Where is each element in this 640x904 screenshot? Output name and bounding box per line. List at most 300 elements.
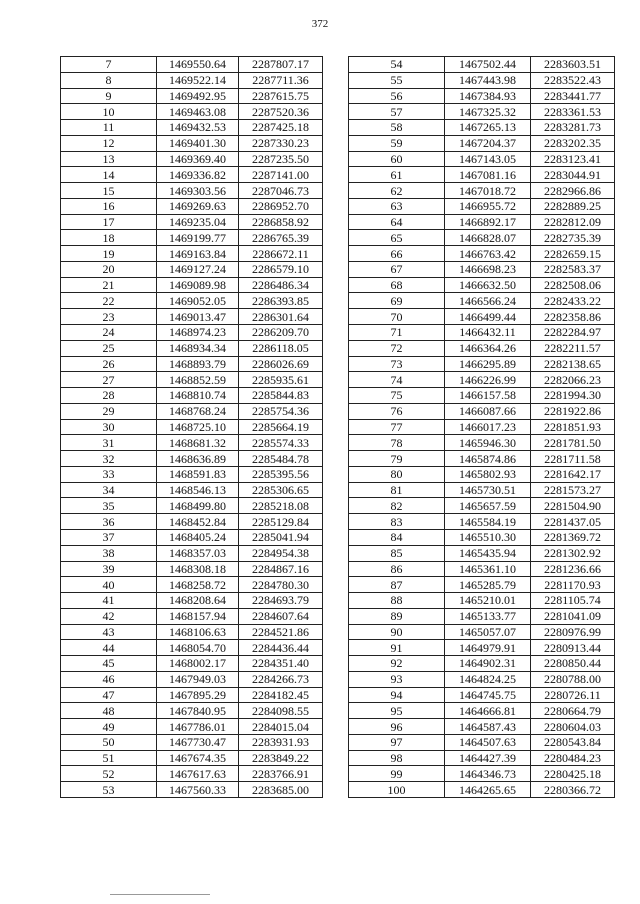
y-coordinate-cell: 2282735.39	[531, 230, 615, 246]
table-left-body	[61, 57, 323, 798]
y-coordinate-cell: 2284266.73	[239, 671, 323, 687]
point-number-cell: 26	[61, 356, 157, 372]
y-coordinate-cell: 2283685.00	[239, 782, 323, 798]
x-coordinate-cell: 1466157.58	[445, 388, 531, 404]
x-coordinate-cell: 1469163.84	[157, 246, 239, 262]
table-row	[349, 624, 615, 640]
y-coordinate-cell: 2285935.61	[239, 372, 323, 388]
y-coordinate-cell: 2286026.69	[239, 356, 323, 372]
x-coordinate-cell: 1467730.47	[157, 734, 239, 750]
x-coordinate-cell: 1469303.56	[157, 183, 239, 199]
y-coordinate-cell: 2281105.74	[531, 593, 615, 609]
y-coordinate-cell: 2282211.57	[531, 340, 615, 356]
table-row	[349, 687, 615, 703]
x-coordinate-cell: 1464666.81	[445, 703, 531, 719]
x-coordinate-cell: 1469013.47	[157, 309, 239, 325]
table-row	[349, 72, 615, 88]
point-number-cell: 99	[349, 766, 445, 782]
table-row	[61, 167, 323, 183]
table-row	[349, 372, 615, 388]
y-coordinate-cell: 2282358.86	[531, 309, 615, 325]
point-number-cell: 54	[349, 57, 445, 73]
x-coordinate-cell: 1464745.75	[445, 687, 531, 703]
x-coordinate-cell: 1468452.84	[157, 514, 239, 530]
table-row	[349, 356, 615, 372]
point-number-cell: 25	[61, 340, 157, 356]
table-row	[349, 104, 615, 120]
x-coordinate-cell: 1468208.64	[157, 593, 239, 609]
x-coordinate-cell: 1468258.72	[157, 577, 239, 593]
x-coordinate-cell: 1469336.82	[157, 167, 239, 183]
table-row	[349, 671, 615, 687]
x-coordinate-cell: 1469127.24	[157, 261, 239, 277]
x-coordinate-cell: 1464507.63	[445, 734, 531, 750]
table-row	[349, 782, 615, 798]
x-coordinate-cell: 1469369.40	[157, 151, 239, 167]
table-row	[61, 782, 323, 798]
y-coordinate-cell: 2284436.44	[239, 640, 323, 656]
x-coordinate-cell: 1468591.83	[157, 466, 239, 482]
table-row	[349, 608, 615, 624]
x-coordinate-cell: 1466566.24	[445, 293, 531, 309]
y-coordinate-cell: 2283202.35	[531, 135, 615, 151]
x-coordinate-cell: 1467325.32	[445, 104, 531, 120]
point-number-cell: 36	[61, 514, 157, 530]
table-row	[349, 325, 615, 341]
table-row	[349, 498, 615, 514]
point-number-cell: 46	[61, 671, 157, 687]
table-row	[61, 577, 323, 593]
x-coordinate-cell: 1464587.43	[445, 719, 531, 735]
y-coordinate-cell: 2284780.30	[239, 577, 323, 593]
point-number-cell: 31	[61, 435, 157, 451]
y-coordinate-cell: 2284015.04	[239, 719, 323, 735]
y-coordinate-cell: 2281302.92	[531, 545, 615, 561]
y-coordinate-cell: 2281437.05	[531, 514, 615, 530]
x-coordinate-cell: 1466087.66	[445, 403, 531, 419]
x-coordinate-cell: 1469199.77	[157, 230, 239, 246]
x-coordinate-cell: 1468499.80	[157, 498, 239, 514]
y-coordinate-cell: 2287520.36	[239, 104, 323, 120]
table-row	[349, 734, 615, 750]
point-number-cell: 49	[61, 719, 157, 735]
x-coordinate-cell: 1464265.65	[445, 782, 531, 798]
x-coordinate-cell: 1469492.95	[157, 88, 239, 104]
y-coordinate-cell: 2281236.66	[531, 561, 615, 577]
table-row	[61, 183, 323, 199]
table-row	[61, 261, 323, 277]
table-row	[61, 151, 323, 167]
table-row	[349, 577, 615, 593]
y-coordinate-cell: 2287330.23	[239, 135, 323, 151]
table-row	[349, 545, 615, 561]
point-number-cell: 69	[349, 293, 445, 309]
x-coordinate-cell: 1465874.86	[445, 451, 531, 467]
y-coordinate-cell: 2280366.72	[531, 782, 615, 798]
y-coordinate-cell: 2286672.11	[239, 246, 323, 262]
point-number-cell: 7	[61, 57, 157, 73]
point-number-cell: 70	[349, 309, 445, 325]
y-coordinate-cell: 2283931.93	[239, 734, 323, 750]
x-coordinate-cell: 1465210.01	[445, 593, 531, 609]
x-coordinate-cell: 1466017.23	[445, 419, 531, 435]
point-number-cell: 97	[349, 734, 445, 750]
point-number-cell: 40	[61, 577, 157, 593]
x-coordinate-cell: 1468546.13	[157, 482, 239, 498]
y-coordinate-cell: 2285129.84	[239, 514, 323, 530]
point-number-cell: 15	[61, 183, 157, 199]
y-coordinate-cell: 2280604.03	[531, 719, 615, 735]
y-coordinate-cell: 2284607.64	[239, 608, 323, 624]
point-number-cell: 93	[349, 671, 445, 687]
y-coordinate-cell: 2280726.11	[531, 687, 615, 703]
point-number-cell: 29	[61, 403, 157, 419]
point-number-cell: 57	[349, 104, 445, 120]
y-coordinate-cell: 2284867.16	[239, 561, 323, 577]
point-number-cell: 61	[349, 167, 445, 183]
point-number-cell: 41	[61, 593, 157, 609]
y-coordinate-cell: 2280664.79	[531, 703, 615, 719]
table-row	[349, 403, 615, 419]
y-coordinate-cell: 2281573.27	[531, 482, 615, 498]
table-row	[61, 514, 323, 530]
table-row	[349, 167, 615, 183]
y-coordinate-cell: 2284098.55	[239, 703, 323, 719]
table-row	[61, 372, 323, 388]
table-row	[349, 750, 615, 766]
point-number-cell: 37	[61, 529, 157, 545]
y-coordinate-cell: 2284693.79	[239, 593, 323, 609]
table-row	[349, 466, 615, 482]
y-coordinate-cell: 2287711.36	[239, 72, 323, 88]
table-row	[349, 198, 615, 214]
table-row	[61, 687, 323, 703]
point-number-cell: 67	[349, 261, 445, 277]
point-number-cell: 42	[61, 608, 157, 624]
point-number-cell: 24	[61, 325, 157, 341]
table-row	[61, 293, 323, 309]
point-number-cell: 95	[349, 703, 445, 719]
y-coordinate-cell: 2280425.18	[531, 766, 615, 782]
y-coordinate-cell: 2283603.51	[531, 57, 615, 73]
table-row	[61, 640, 323, 656]
table-row	[61, 671, 323, 687]
x-coordinate-cell: 1465133.77	[445, 608, 531, 624]
x-coordinate-cell: 1465285.79	[445, 577, 531, 593]
point-number-cell: 27	[61, 372, 157, 388]
point-number-cell: 32	[61, 451, 157, 467]
point-number-cell: 75	[349, 388, 445, 404]
y-coordinate-cell: 2287615.75	[239, 88, 323, 104]
x-coordinate-cell: 1469550.64	[157, 57, 239, 73]
table-row	[349, 482, 615, 498]
x-coordinate-cell: 1466955.72	[445, 198, 531, 214]
x-coordinate-cell: 1468157.94	[157, 608, 239, 624]
y-coordinate-cell: 2284351.40	[239, 656, 323, 672]
y-coordinate-cell: 2280913.44	[531, 640, 615, 656]
y-coordinate-cell: 2285484.78	[239, 451, 323, 467]
point-number-cell: 9	[61, 88, 157, 104]
x-coordinate-cell: 1466226.99	[445, 372, 531, 388]
x-coordinate-cell: 1469463.08	[157, 104, 239, 120]
point-number-cell: 14	[61, 167, 157, 183]
y-coordinate-cell: 2284954.38	[239, 545, 323, 561]
table-row	[61, 608, 323, 624]
y-coordinate-cell: 2281994.30	[531, 388, 615, 404]
y-coordinate-cell: 2286579.10	[239, 261, 323, 277]
point-number-cell: 72	[349, 340, 445, 356]
table-row	[61, 435, 323, 451]
point-number-cell: 43	[61, 624, 157, 640]
x-coordinate-cell: 1468893.79	[157, 356, 239, 372]
x-coordinate-cell: 1467674.35	[157, 750, 239, 766]
x-coordinate-cell: 1468405.24	[157, 529, 239, 545]
point-number-cell: 51	[61, 750, 157, 766]
table-row	[349, 88, 615, 104]
x-coordinate-cell: 1464346.73	[445, 766, 531, 782]
y-coordinate-cell: 2280850.44	[531, 656, 615, 672]
x-coordinate-cell: 1467786.01	[157, 719, 239, 735]
point-number-cell: 92	[349, 656, 445, 672]
point-number-cell: 34	[61, 482, 157, 498]
point-number-cell: 16	[61, 198, 157, 214]
y-coordinate-cell: 2286301.64	[239, 309, 323, 325]
y-coordinate-cell: 2285306.65	[239, 482, 323, 498]
table-row	[61, 277, 323, 293]
y-coordinate-cell: 2283281.73	[531, 120, 615, 136]
point-number-cell: 80	[349, 466, 445, 482]
y-coordinate-cell: 2285218.08	[239, 498, 323, 514]
table-row	[61, 498, 323, 514]
table-row	[61, 198, 323, 214]
y-coordinate-cell: 2286486.34	[239, 277, 323, 293]
x-coordinate-cell: 1466295.89	[445, 356, 531, 372]
point-number-cell: 50	[61, 734, 157, 750]
x-coordinate-cell: 1467018.72	[445, 183, 531, 199]
table-row	[349, 246, 615, 262]
x-coordinate-cell: 1469052.05	[157, 293, 239, 309]
x-coordinate-cell: 1469269.63	[157, 198, 239, 214]
x-coordinate-cell: 1467617.63	[157, 766, 239, 782]
table-row	[349, 230, 615, 246]
y-coordinate-cell: 2281504.90	[531, 498, 615, 514]
x-coordinate-cell: 1468768.24	[157, 403, 239, 419]
table-row	[61, 72, 323, 88]
table-row	[349, 309, 615, 325]
table-row	[349, 419, 615, 435]
table-row	[349, 183, 615, 199]
x-coordinate-cell: 1468636.89	[157, 451, 239, 467]
table-row	[349, 640, 615, 656]
coordinates-table-right	[348, 56, 615, 798]
x-coordinate-cell: 1467502.44	[445, 57, 531, 73]
table-row	[61, 325, 323, 341]
y-coordinate-cell: 2285754.36	[239, 403, 323, 419]
x-coordinate-cell: 1468357.03	[157, 545, 239, 561]
x-coordinate-cell: 1468974.23	[157, 325, 239, 341]
x-coordinate-cell: 1468810.74	[157, 388, 239, 404]
y-coordinate-cell: 2285574.33	[239, 435, 323, 451]
table-row	[61, 624, 323, 640]
y-coordinate-cell: 2282812.09	[531, 214, 615, 230]
point-number-cell: 84	[349, 529, 445, 545]
y-coordinate-cell: 2281922.86	[531, 403, 615, 419]
point-number-cell: 12	[61, 135, 157, 151]
table-row	[61, 120, 323, 136]
point-number-cell: 18	[61, 230, 157, 246]
x-coordinate-cell: 1466432.11	[445, 325, 531, 341]
point-number-cell: 91	[349, 640, 445, 656]
point-number-cell: 78	[349, 435, 445, 451]
point-number-cell: 17	[61, 214, 157, 230]
table-row	[349, 656, 615, 672]
y-coordinate-cell: 2286393.85	[239, 293, 323, 309]
x-coordinate-cell: 1467895.29	[157, 687, 239, 703]
table-row	[61, 545, 323, 561]
x-coordinate-cell: 1465584.19	[445, 514, 531, 530]
table-row	[61, 750, 323, 766]
x-coordinate-cell: 1465730.51	[445, 482, 531, 498]
x-coordinate-cell: 1468725.10	[157, 419, 239, 435]
table-row	[61, 135, 323, 151]
y-coordinate-cell: 2281369.72	[531, 529, 615, 545]
point-number-cell: 89	[349, 608, 445, 624]
x-coordinate-cell: 1464824.25	[445, 671, 531, 687]
x-coordinate-cell: 1464427.39	[445, 750, 531, 766]
y-coordinate-cell: 2282508.06	[531, 277, 615, 293]
y-coordinate-cell: 2286118.05	[239, 340, 323, 356]
coordinates-table-left	[60, 56, 323, 798]
x-coordinate-cell: 1469401.30	[157, 135, 239, 151]
point-number-cell: 81	[349, 482, 445, 498]
point-number-cell: 56	[349, 88, 445, 104]
y-coordinate-cell: 2282284.97	[531, 325, 615, 341]
point-number-cell: 13	[61, 151, 157, 167]
x-coordinate-cell: 1467081.16	[445, 167, 531, 183]
y-coordinate-cell: 2286765.39	[239, 230, 323, 246]
point-number-cell: 52	[61, 766, 157, 782]
y-coordinate-cell: 2287807.17	[239, 57, 323, 73]
point-number-cell: 94	[349, 687, 445, 703]
x-coordinate-cell: 1466892.17	[445, 214, 531, 230]
y-coordinate-cell: 2280543.84	[531, 734, 615, 750]
y-coordinate-cell: 2281170.93	[531, 577, 615, 593]
table-row	[61, 561, 323, 577]
y-coordinate-cell: 2281642.17	[531, 466, 615, 482]
x-coordinate-cell: 1465946.30	[445, 435, 531, 451]
x-coordinate-cell: 1467560.33	[157, 782, 239, 798]
point-number-cell: 11	[61, 120, 157, 136]
point-number-cell: 88	[349, 593, 445, 609]
table-row	[349, 719, 615, 735]
point-number-cell: 8	[61, 72, 157, 88]
table-row	[349, 435, 615, 451]
table-row	[349, 120, 615, 136]
table-row	[61, 593, 323, 609]
x-coordinate-cell: 1466763.42	[445, 246, 531, 262]
point-number-cell: 33	[61, 466, 157, 482]
y-coordinate-cell: 2281781.50	[531, 435, 615, 451]
x-coordinate-cell: 1465435.94	[445, 545, 531, 561]
y-coordinate-cell: 2283522.43	[531, 72, 615, 88]
x-coordinate-cell: 1464902.31	[445, 656, 531, 672]
table-row	[61, 482, 323, 498]
table-row	[349, 529, 615, 545]
table-row	[61, 466, 323, 482]
table-row	[349, 261, 615, 277]
point-number-cell: 79	[349, 451, 445, 467]
table-row	[349, 214, 615, 230]
point-number-cell: 100	[349, 782, 445, 798]
table-row	[61, 88, 323, 104]
table-row	[61, 703, 323, 719]
point-number-cell: 39	[61, 561, 157, 577]
point-number-cell: 66	[349, 246, 445, 262]
y-coordinate-cell: 2285844.83	[239, 388, 323, 404]
x-coordinate-cell: 1468852.59	[157, 372, 239, 388]
y-coordinate-cell: 2286209.70	[239, 325, 323, 341]
x-coordinate-cell: 1469522.14	[157, 72, 239, 88]
y-coordinate-cell: 2280484.23	[531, 750, 615, 766]
point-number-cell: 65	[349, 230, 445, 246]
point-number-cell: 62	[349, 183, 445, 199]
y-coordinate-cell: 2282659.15	[531, 246, 615, 262]
y-coordinate-cell: 2282433.22	[531, 293, 615, 309]
table-right-body	[349, 57, 615, 798]
point-number-cell: 45	[61, 656, 157, 672]
point-number-cell: 22	[61, 293, 157, 309]
table-row	[349, 151, 615, 167]
table-row	[349, 766, 615, 782]
table-row	[61, 766, 323, 782]
point-number-cell: 21	[61, 277, 157, 293]
table-row	[349, 277, 615, 293]
y-coordinate-cell: 2280976.99	[531, 624, 615, 640]
point-number-cell: 85	[349, 545, 445, 561]
y-coordinate-cell: 2283441.77	[531, 88, 615, 104]
table-row	[61, 57, 323, 73]
y-coordinate-cell: 2286858.92	[239, 214, 323, 230]
table-row	[61, 719, 323, 735]
y-coordinate-cell: 2286952.70	[239, 198, 323, 214]
point-number-cell: 19	[61, 246, 157, 262]
point-number-cell: 58	[349, 120, 445, 136]
y-coordinate-cell: 2287141.00	[239, 167, 323, 183]
footer-rule	[110, 894, 210, 895]
x-coordinate-cell: 1465657.59	[445, 498, 531, 514]
y-coordinate-cell: 2282138.65	[531, 356, 615, 372]
point-number-cell: 71	[349, 325, 445, 341]
point-number-cell: 77	[349, 419, 445, 435]
x-coordinate-cell: 1466632.50	[445, 277, 531, 293]
y-coordinate-cell: 2280788.00	[531, 671, 615, 687]
x-coordinate-cell: 1469235.04	[157, 214, 239, 230]
table-row	[61, 734, 323, 750]
y-coordinate-cell: 2284521.86	[239, 624, 323, 640]
x-coordinate-cell: 1464979.91	[445, 640, 531, 656]
table-row	[61, 340, 323, 356]
y-coordinate-cell: 2283361.53	[531, 104, 615, 120]
point-number-cell: 98	[349, 750, 445, 766]
x-coordinate-cell: 1467443.98	[445, 72, 531, 88]
table-row	[61, 214, 323, 230]
table-row	[349, 388, 615, 404]
y-coordinate-cell: 2282583.37	[531, 261, 615, 277]
y-coordinate-cell: 2282889.25	[531, 198, 615, 214]
point-number-cell: 74	[349, 372, 445, 388]
table-row	[61, 529, 323, 545]
table-row	[349, 514, 615, 530]
